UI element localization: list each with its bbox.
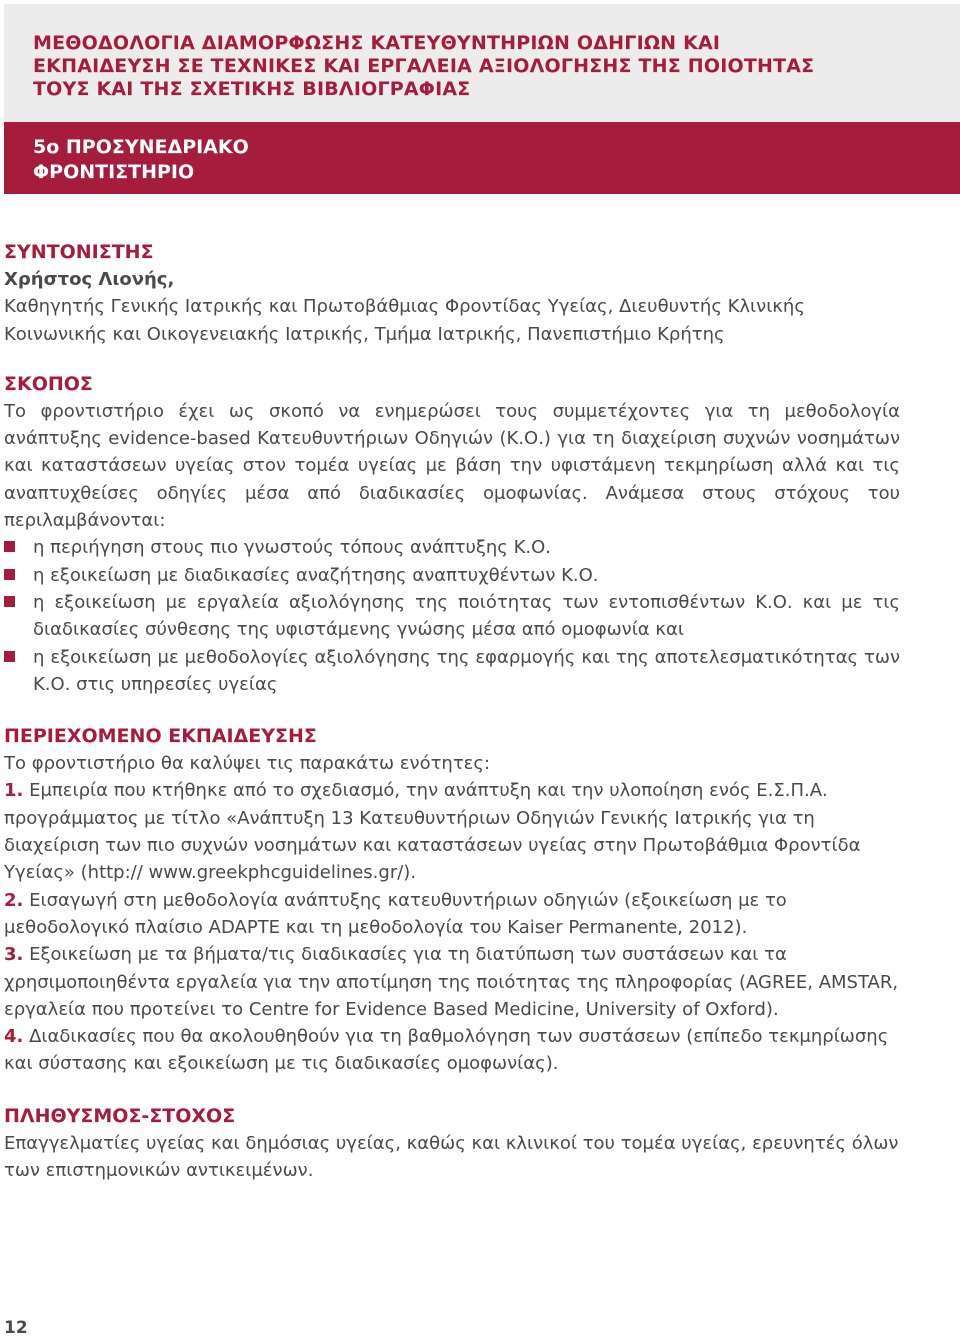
list-item [4, 644, 900, 699]
subtitle [33, 135, 249, 185]
purpose-text: Το φροντιστήριο έχει ως σκοπό να ενημερώσει τους συμμετέχοντες για τη μεθοδολογία ανάπτυξης evidence-based Κατευθυντήριων Οδηγιών (Κ.Ο.) για τη διαχείριση συχνών νοσημάτων και καταστάσεων υγείας στον τομέα υγείας με βάση την υφιστάμενη τεκμηρίωση αλλά και τις αναπτυχθείσες οδηγίες μέσα από διαδικασίες ομοφωνίας. Ανάμεσα στους στόχους του περιλαμβάνονται: [4, 400, 900, 532]
item-number: 4. [4, 1026, 24, 1048]
content-item-4 [4, 1023, 900, 1078]
content-item-1 [4, 777, 900, 886]
audience-text: Επαγγελματίες υγείας και δημόσιας υγείας, καθώς και κλινικοί του τομέα υγείας, ερευνητές όλων των επιστημονικών αντικειμένων. [4, 1132, 899, 1182]
content-heading: ΠΕΡΙΕΧΟΜΕΝΟ ΕΚΠΑΙΔΕΥΣΗΣ [4, 725, 317, 748]
item-number: 1. [4, 780, 24, 802]
title-line: ΕΚΠΑΙΔΕΥΣΗ ΣΕ ΤΕΧΝΙΚΕΣ ΚΑΙ ΕΡΓΑΛΕΙΑ ΑΞΙΟΛΟΓΗΣΗΣ ΤΗΣ ΠΟΙΟΤΗΤΑΣ [33, 55, 815, 77]
list-item [4, 562, 900, 589]
page-number: 12 [4, 1318, 28, 1338]
main-content [4, 239, 900, 1184]
bullet-square-icon [4, 596, 15, 607]
subtitle-line: ΦΡΟΝΤΙΣΤΗΡΙΟ [33, 161, 195, 183]
item-number: 3. [4, 944, 24, 966]
bullet-square-icon [4, 569, 15, 580]
bullet-square-icon [4, 651, 15, 662]
bullet-text: η εξοικείωση με μεθοδολογίες αξιολόγησης της εφαρμογής και της αποτελεσματικότητας των Κ.Ο. στις υπηρεσίες υγείας [33, 646, 900, 695]
title-line: ΤΟΥΣ ΚΑΙ ΤΗΣ ΣΧΕΤΙΚΗΣ ΒΙΒΛΙΟΓΡΑΦΙΑΣ [33, 78, 471, 100]
item-text: Εξοικείωση με τα βήματα/τις διαδικασίες για τη διατύπωση των συστάσεων και τα χρησιμοποιηθέντα εργαλεία για την αποτίμηση της ποιότητας της πληροφορίας (AGREE, AMSTAR, εργαλεία που προτείνει το Centre for Evidence Based Medicine, University of Oxford). [4, 944, 899, 1020]
coordinator-name: Χρήστος Λιονής, [4, 269, 175, 290]
item-text: Διαδικασίες που θα ακολουθηθούν για τη βαθμολόγηση των συστάσεων (επίπεδο τεκμηρίωσης και σύστασης και εξοικείωση με τις διαδικασίες ομοφωνίας). [4, 1026, 889, 1075]
purpose-bullets [4, 534, 900, 698]
title-line: ΜΕΘΟΔΟΛΟΓΙΑ ΔΙΑΜΟΡΦΩΣΗΣ ΚΑΤΕΥΘΥΝΤΗΡΙΩΝ ΟΔΗΓΙΩΝ ΚΑΙ [33, 32, 721, 54]
content-intro: Το φροντιστήριο θα καλύψει τις παρακάτω ενότητες: [4, 753, 491, 775]
coordinator-role: Καθηγητής Γενικής Ιατρικής και Πρωτοβάθμιας Φροντίδας Υγείας, Διευθυντής Κλινικής Κοινωνικής και Οικογενειακής Ιατρικής, Τμήμα Ιατρικής, Πανεπιστήμιο Κρήτης [4, 296, 805, 345]
audience-heading: ΠΛΗΘΥΣΜΟΣ-ΣΤΟΧΟΣ [4, 1104, 236, 1127]
item-text: Εμπειρία που κτήθηκε από το σχεδιασμό, την ανάπτυξη και την υλοποίηση ενός Ε.Σ.Π.Α. προγράμματος με τίτλο «Ανάπτυξη 13 Κατευθυντήριων Οδηγιών Γενικής Ιατρικής για τη διαχείριση των πιο συχνών νοσημάτων και καταστάσεων υγείας στην Πρωτοβάθμια Φροντίδα Υγείας» (http:// www.greekphcguidelines.gr/). [4, 780, 861, 884]
item-number: 2. [4, 889, 24, 911]
content-item-3 [4, 941, 900, 1023]
list-item [4, 589, 900, 644]
page-title [33, 32, 933, 101]
bullet-text: η εξοικείωση με διαδικασίες αναζήτησης αναπτυχθέντων Κ.Ο. [33, 564, 599, 586]
item-text: Εισαγωγή στη μεθοδολογία ανάπτυξης κατευθυντήριων οδηγιών (εξοικείωση με το μεθοδολογικό πλαίσιο ADAPTE και τη μεθοδολογία του Kaiser Permanente, 2012). [4, 889, 787, 938]
bullet-text: η περιήγηση στους πιο γνωστούς τόπους ανάπτυξης Κ.Ο. [33, 537, 552, 559]
coordinator-heading: ΣΥΝΤΟΝΙΣΤΗΣ [4, 241, 154, 263]
bullet-text: η εξοικείωση με εργαλεία αξιολόγησης της ποιότητας των εντοπισθέντων Κ.Ο. και με τις διαδικασίες σύνθεσης της υφιστάμενης γνώσης μέσα από ομοφωνία και [33, 591, 900, 641]
bullet-square-icon [4, 541, 15, 552]
content-item-2 [4, 887, 900, 942]
subtitle-line: 5ο ΠΡΟΣΥΝΕΔΡΙΑΚΟ [33, 136, 249, 158]
list-item [4, 534, 900, 561]
purpose-heading: ΣΚΟΠΟΣ [4, 372, 93, 395]
